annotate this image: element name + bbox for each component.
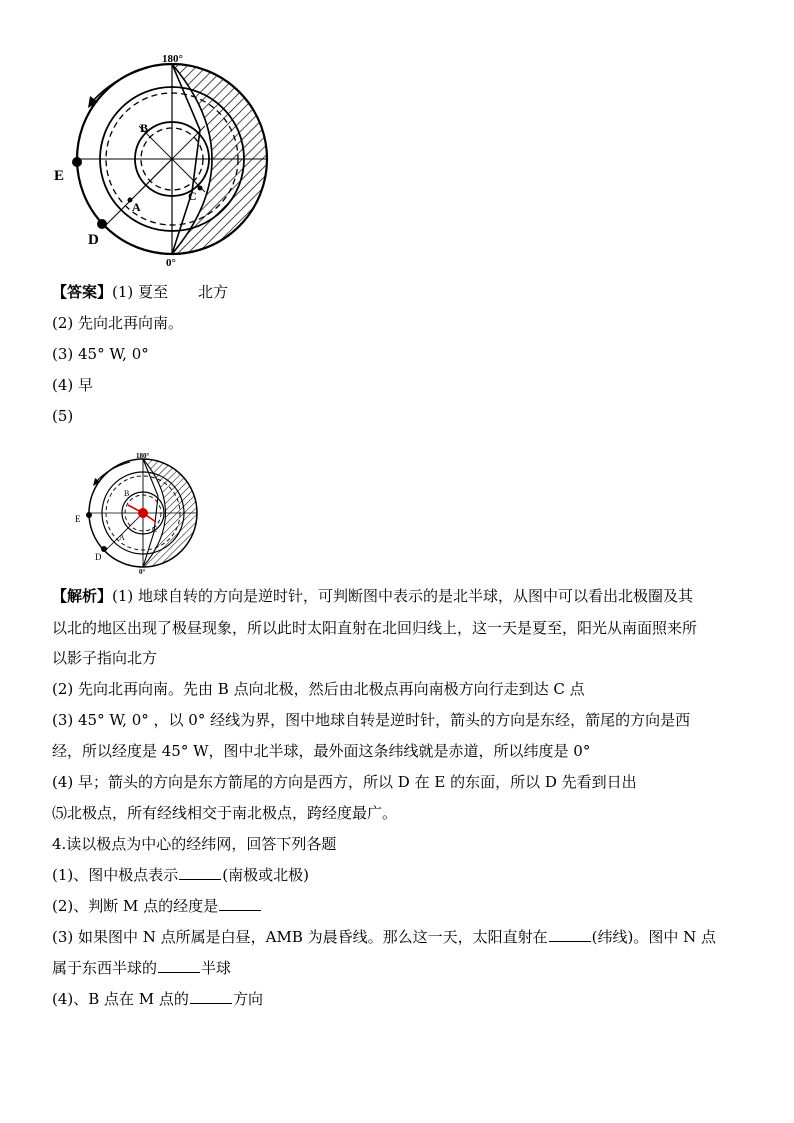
svg-text:A: A <box>119 533 125 542</box>
svg-text:E: E <box>75 514 81 524</box>
answer-tag: 【答案】 <box>52 283 113 301</box>
answer-line-1 <box>52 282 228 302</box>
point-C <box>198 186 203 191</box>
answer-blank[interactable] <box>219 896 261 911</box>
analysis-line-5: (3) 45° W, 0° ，以 0° 经线为界，图中地球自转是逆时针，箭头的方向是东经，箭尾的方向是西 <box>52 711 691 729</box>
answer-line-4: (4) 早 <box>52 376 94 394</box>
label-180: 180° <box>162 53 183 65</box>
label-0: 0° <box>166 257 176 268</box>
svg-text:180°: 180° <box>136 452 150 460</box>
polar-diagram-2 <box>70 450 220 576</box>
question-4-4: (4)、B 点在 M 点的 方向 <box>52 990 263 1008</box>
analysis-line-3: 以影子指向北方 <box>52 649 158 667</box>
point-D <box>97 219 107 229</box>
svg-text:D: D <box>95 552 102 562</box>
question-4-3b: 属于东西半球的 半球 <box>52 959 232 977</box>
analysis-line-6: 经，所以经度是 45° W，图中北半球，最外面这条纬线就是赤道，所以纬度是 0° <box>52 742 591 760</box>
question-4-1: (1)、图中极点表示 (南极或北极) <box>52 866 309 884</box>
analysis-line-8: ⑸北极点，所有经线相交于南北极点，跨经度最广。 <box>52 804 398 822</box>
north-pole-marker <box>138 508 148 518</box>
analysis-line-2: 以北的地区出现了极昼现象，所以此时太阳直射在北回归线上，这一天是夏至，阳光从南面照来所 <box>52 619 698 637</box>
answer-blank[interactable] <box>158 958 200 973</box>
label-A: A <box>132 200 141 214</box>
svg-text:B: B <box>124 489 130 498</box>
answer-blank[interactable] <box>179 865 221 880</box>
answer-blank[interactable] <box>549 927 591 942</box>
answer-line-3: (3) 45° W, 0° <box>52 345 149 363</box>
svg-text:0°: 0° <box>139 568 146 576</box>
answer-1: (1) 夏至 北方 <box>112 283 229 301</box>
answer-blank[interactable] <box>190 989 232 1004</box>
label-C: C <box>188 189 197 203</box>
svg-text:C: C <box>152 525 158 534</box>
analysis-line-4: (2) 先向北再向南。先由 B 点向北极，然后由北极点再向南极方向行走到达 C 点 <box>52 680 585 698</box>
analysis-line-7: (4) 早；箭头的方向是东方箭尾的方向是西方，所以 D 在 E 的东面，所以 D 先看到日出 <box>52 773 637 791</box>
label-B: B <box>140 121 149 135</box>
polar-diagram-1 <box>52 52 282 268</box>
question-4-title: 4.读以极点为中心的经纬网，回答下列各题 <box>52 835 337 853</box>
question-4-2: (2)、判断 M 点的经度是 <box>52 896 262 916</box>
point-E <box>72 157 82 167</box>
answer-line-2: (2) 先向北再向南。 <box>52 314 184 332</box>
analysis-line-1: 【解析】(1) 地球自转的方向是逆时针，可判断图中表示的是北半球，从图中可以看出北极圈及其 <box>52 587 694 605</box>
question-4-3: (3) 如果图中 N 点所属是白昼，AMB 为晨昏线。那么这一天，太阳直射在 (纬线)。图中 N 点 <box>52 928 717 946</box>
answer-line-5: (5) <box>52 407 74 425</box>
label-E: E <box>54 168 65 184</box>
label-D: D <box>88 232 99 248</box>
analysis-tag: 【解析】 <box>52 587 113 605</box>
